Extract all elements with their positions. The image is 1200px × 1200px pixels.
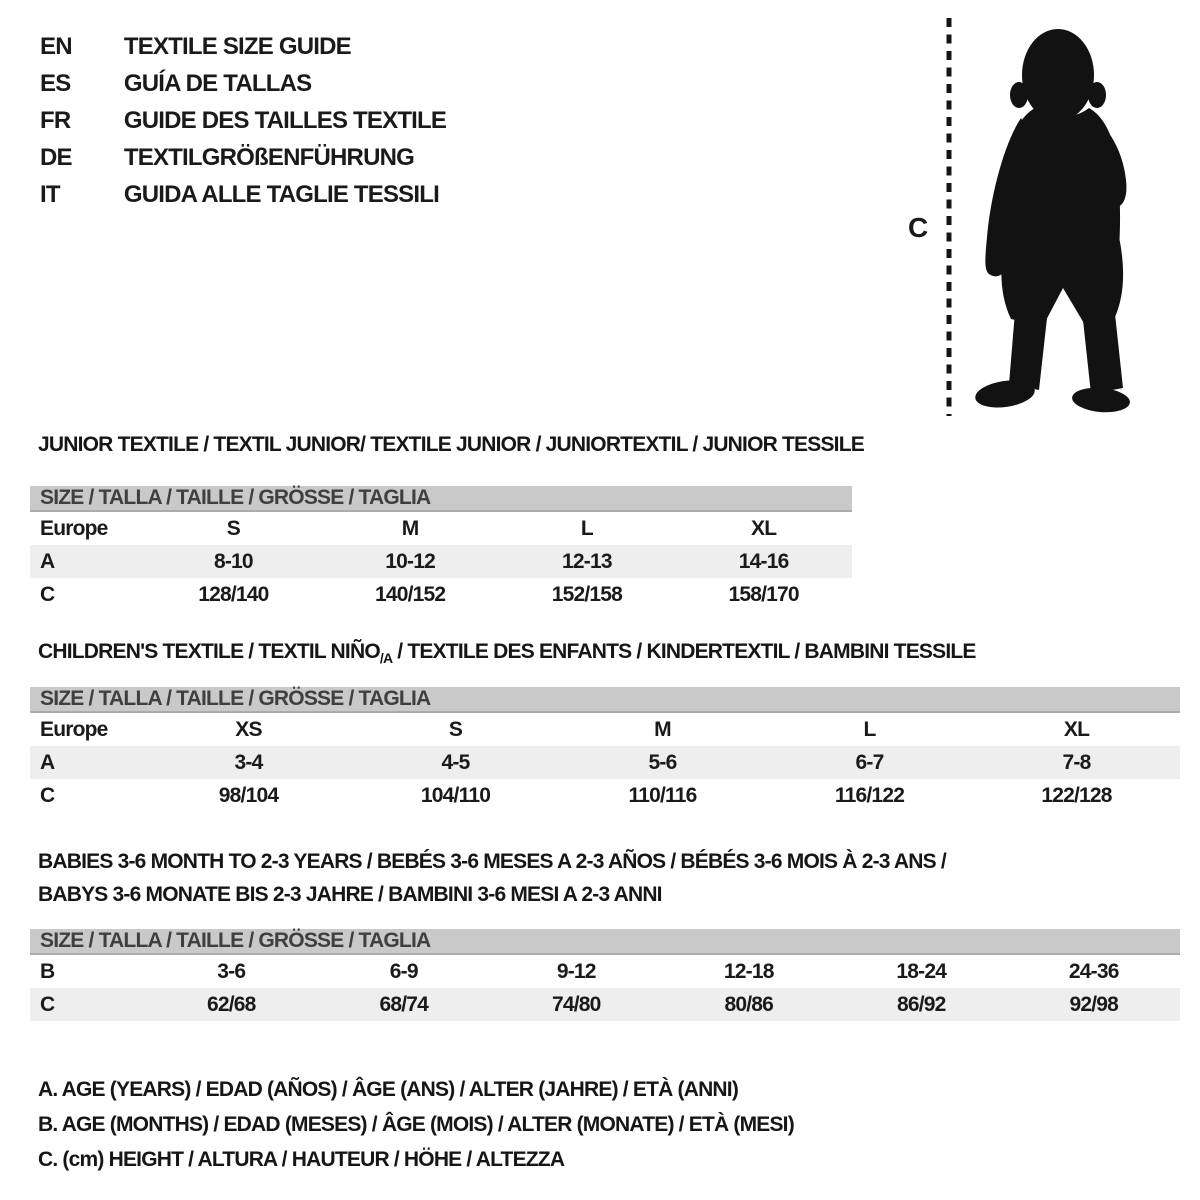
- size-value-cell: S: [448, 717, 463, 741]
- size-value-cell: 14-16: [675, 545, 852, 578]
- babies-section-title: [38, 845, 946, 911]
- size-value-cell: 12-18: [723, 959, 774, 983]
- size-value-cell: 68/74: [318, 988, 491, 1021]
- babies-size-table-wrap: [30, 929, 1180, 1021]
- size-value-cell: 4-5: [352, 746, 559, 779]
- row-label-cell: C: [40, 582, 55, 606]
- row-label-cell: C: [40, 783, 55, 807]
- size-value-cell: M: [654, 717, 671, 741]
- height-measure-label: C: [908, 212, 928, 243]
- row-label-cell: Europe: [40, 717, 108, 741]
- size-value-cell: 116/122: [834, 783, 905, 807]
- toddler-silhouette-icon: [963, 22, 1139, 420]
- row-label-cell: A: [30, 746, 145, 779]
- size-value-cell: XS: [235, 717, 262, 741]
- size-value-cell: 6-7: [766, 746, 973, 779]
- children-title-pre: CHILDREN'S TEXTILE / TEXTIL NIÑO: [38, 640, 380, 663]
- size-value-cell: L: [863, 717, 876, 741]
- size-table-row: [30, 779, 1180, 812]
- size-table-row: [30, 955, 1180, 988]
- language-code: EN: [40, 33, 72, 60]
- size-header-cell: SIZE / TALLA / TAILLE / GRÖSSE / TAGLIA: [30, 687, 1180, 713]
- size-value-cell: 18-24: [896, 959, 947, 983]
- guide-title: TEXTILE SIZE GUIDE: [123, 33, 351, 60]
- babies-size-table: [30, 929, 1180, 1021]
- size-value-cell: 122/128: [1041, 783, 1112, 807]
- size-value-cell: 3-4: [145, 746, 352, 779]
- size-value-cell: M: [401, 516, 419, 540]
- size-value-cell: 9-12: [556, 959, 596, 983]
- junior-section-title: JUNIOR TEXTILE / TEXTIL JUNIOR/ TEXTILE JUNIOR / JUNIORTEXTIL / JUNIOR TESSILE: [38, 433, 864, 456]
- size-header-row: [30, 687, 1180, 713]
- children-section-title: [38, 640, 976, 666]
- children-title-post: / TEXTILE DES ENFANTS / KINDERTEXTIL / BAMBINI TESSILE: [392, 640, 976, 663]
- language-code: FR: [40, 107, 71, 134]
- children-title-sub: /A: [379, 650, 393, 666]
- size-value-cell: 74/80: [490, 988, 663, 1021]
- guide-title: GUIDE DES TAILLES TEXTILE: [123, 107, 447, 134]
- height-dashed-line: [944, 16, 954, 418]
- language-row-es: [40, 65, 446, 102]
- size-value-cell: 158/170: [728, 582, 799, 606]
- size-value-cell: 8-10: [145, 545, 322, 578]
- row-label-cell: Europe: [40, 516, 108, 540]
- size-table-row: [30, 746, 1180, 779]
- size-value-cell: 6-9: [389, 959, 418, 983]
- language-row-en: [40, 28, 446, 65]
- language-row-de: [40, 139, 446, 176]
- size-header-cell: SIZE / TALLA / TAILLE / GRÖSSE / TAGLIA: [30, 486, 852, 512]
- size-table-row: [30, 578, 852, 611]
- children-size-table: [30, 687, 1180, 812]
- size-table-row: [30, 545, 852, 578]
- junior-size-table-wrap: [30, 486, 852, 611]
- legend-line-b: B. AGE (MONTHS) / EDAD (MESES) / ÂGE (MOIS) / ALTER (MONATE) / ETÀ (MESI): [38, 1113, 794, 1136]
- guide-title: GUIDA ALLE TAGLIE TESSILI: [123, 181, 439, 208]
- size-value-cell: 12-13: [499, 545, 676, 578]
- size-header-row: [30, 929, 1180, 955]
- legend-line-c: C. (cm) HEIGHT / ALTURA / HAUTEUR / HÖHE / ALTEZZA: [38, 1148, 565, 1171]
- junior-size-table: [30, 486, 852, 611]
- size-value-cell: 140/152: [374, 582, 446, 606]
- size-value-cell: 7-8: [973, 746, 1180, 779]
- babies-title-line1: BABIES 3-6 MONTH TO 2-3 YEARS / BEBÉS 3-6 MESES A 2-3 AÑOS / BÉBÉS 3-6 MOIS À 2-3 ANS /: [38, 850, 946, 873]
- row-label-cell: C: [30, 988, 145, 1021]
- language-row-fr: [40, 102, 446, 139]
- row-label-cell: B: [40, 959, 55, 983]
- size-value-cell: S: [226, 516, 240, 540]
- babies-title-line2: BABYS 3-6 MONATE BIS 2-3 JAHRE / BAMBINI 3-6 MESI A 2-3 ANNI: [38, 883, 662, 906]
- size-value-cell: 110/116: [628, 783, 697, 807]
- language-row-it: [40, 176, 446, 213]
- size-value-cell: 98/104: [218, 783, 279, 807]
- guide-title: GUÍA DE TALLAS: [123, 70, 312, 97]
- size-value-cell: XL: [1063, 717, 1090, 741]
- size-value-cell: L: [580, 516, 593, 540]
- size-value-cell: 24-36: [1068, 959, 1119, 983]
- legend-line-a: A. AGE (YEARS) / EDAD (AÑOS) / ÂGE (ANS) / ALTER (JAHRE) / ETÀ (ANNI): [38, 1078, 739, 1101]
- children-size-table-wrap: [30, 687, 1180, 812]
- language-code: IT: [40, 181, 60, 208]
- language-title-block: [40, 28, 446, 213]
- size-value-cell: 62/68: [145, 988, 318, 1021]
- size-value-cell: 5-6: [559, 746, 766, 779]
- language-code: DE: [40, 144, 72, 171]
- size-value-cell: 128/140: [198, 582, 269, 606]
- legend: [38, 1072, 794, 1177]
- size-value-cell: 10-12: [322, 545, 499, 578]
- size-table-row: [30, 713, 1180, 746]
- guide-title: TEXTILGRÖßENFÜHRUNG: [123, 144, 414, 171]
- size-value-cell: 104/110: [420, 783, 491, 807]
- size-value-cell: 80/86: [663, 988, 836, 1021]
- size-table-row: [30, 988, 1180, 1021]
- size-value-cell: 92/98: [1008, 988, 1181, 1021]
- size-header-row: [30, 486, 852, 512]
- size-table-row: [30, 512, 852, 545]
- language-code: ES: [40, 70, 71, 97]
- size-header-cell: SIZE / TALLA / TAILLE / GRÖSSE / TAGLIA: [30, 929, 1180, 955]
- size-value-cell: 152/158: [551, 582, 623, 606]
- size-value-cell: 3-6: [217, 959, 246, 983]
- size-value-cell: 86/92: [835, 988, 1008, 1021]
- size-value-cell: XL: [751, 516, 777, 540]
- row-label-cell: A: [30, 545, 145, 578]
